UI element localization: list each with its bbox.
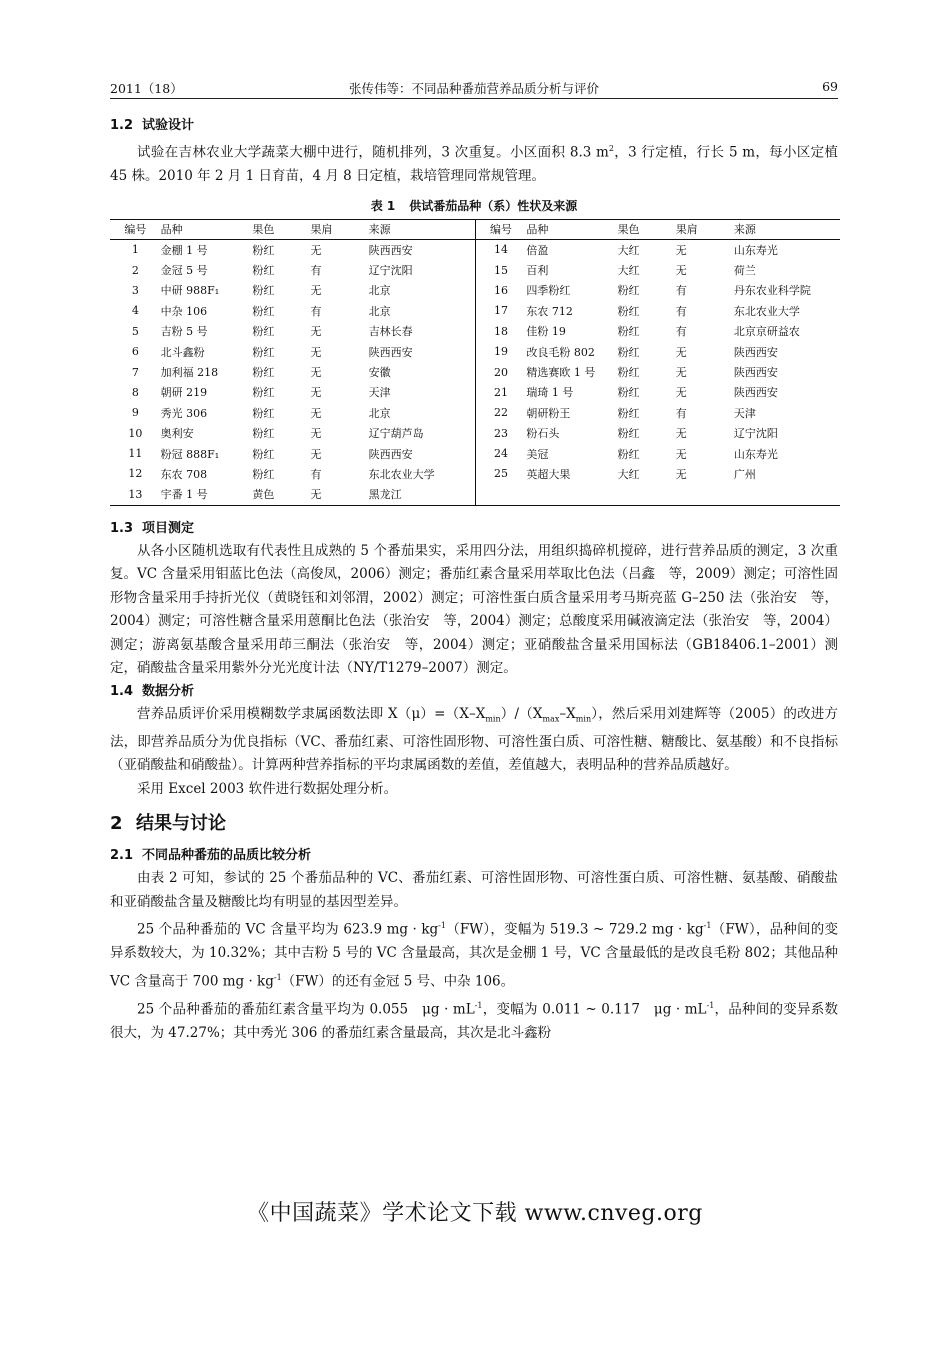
table-cell — [475, 484, 524, 505]
table-cell: 6 — [131, 345, 139, 359]
section-1-4-heading: 1.4 数据分析 — [110, 683, 195, 699]
table-cell: 无 — [310, 243, 322, 257]
table-cell: 24 — [475, 443, 524, 463]
table-cell: 9 — [131, 406, 139, 420]
table-cell: 改良毛粉 802 — [526, 345, 595, 359]
table-cell: 21 — [475, 382, 524, 402]
table-cell: 大红 — [617, 264, 640, 278]
table-cell: 大红 — [617, 243, 640, 257]
table-cell: 无 — [675, 243, 687, 257]
table-cell: 北斗鑫粉 — [160, 345, 205, 359]
table-cell: 18 — [475, 321, 524, 341]
table-cell: 无 — [675, 467, 687, 481]
download-footer: 《中国蔬菜》学术论文下载 www.cnveg.org — [247, 1201, 703, 1226]
table-row — [110, 423, 840, 443]
section-2-heading: 2 结果与讨论 — [110, 813, 226, 835]
table-cell: 8 — [131, 385, 139, 399]
table-cell: 大红 — [617, 467, 640, 481]
table-cell: 粉红 — [617, 325, 640, 339]
table-cell: 粉红 — [252, 345, 275, 359]
table-row — [110, 443, 840, 463]
table-cell — [674, 484, 732, 505]
table-cell: 中研 988F₁ — [160, 284, 220, 298]
table-cell: 无 — [675, 447, 687, 461]
table-cell: 无 — [310, 488, 322, 502]
col-header: 编号 — [110, 219, 159, 239]
table-cell: 粉红 — [252, 467, 275, 481]
col-header: 编号 — [475, 219, 524, 239]
table-cell: 粉红 — [617, 386, 640, 400]
table-cell: 粉红 — [252, 366, 275, 380]
table-cell: 无 — [310, 427, 322, 441]
table-cell: 广州 — [733, 467, 756, 481]
table-cell: 4 — [131, 304, 139, 318]
col-header: 果色 — [616, 219, 674, 239]
table-row — [110, 260, 840, 280]
table-cell — [732, 484, 840, 505]
table-cell: 瑞琦 1 号 — [526, 386, 574, 400]
table-cell: 粉红 — [252, 284, 275, 298]
table-cell: 23 — [475, 423, 524, 443]
table-cell: 黄色 — [252, 488, 275, 502]
table-cell: 四季粉红 — [526, 284, 571, 298]
table-row — [110, 321, 840, 341]
section-1-4-paragraph-1: 营养品质评价采用模糊数学隶属函数法即 $X(\mu)=(X-X_{min})/(X_{max}-X_{min})$，然后采用刘建辉等（2005）的改进方法，即营养品质分为优良指标（VC、番茄红素、可溶性固形物、可溶性蛋白质、可溶性糖、糖酸比、氨基酸）和不良指标（亚硝酸盐和硝酸盐）。计算两种营养指标的平均隶属函数的差值，差值越大，表明品种的营养品质越好。 — [110, 705, 838, 774]
table-row — [110, 341, 840, 361]
table-cell: 16 — [475, 280, 524, 300]
table-cell: 25 — [475, 464, 524, 484]
header-page-number: 69 — [822, 79, 838, 94]
section-1-3-heading: 1.3 项目测定 — [110, 520, 195, 536]
table-header-row — [110, 219, 840, 239]
col-header: 果肩 — [308, 219, 366, 239]
table-cell: 陕西西安 — [368, 447, 413, 461]
table-row — [110, 280, 840, 300]
table-cell: 辽宁沈阳 — [733, 427, 778, 441]
section-2-1-paragraph-2: 25 个品种番茄的 VC 含量平均为 623.9 mg · $kg^{-1}(FW)$，变幅为 519.3 ~ 729.2 mg · $kg^{-1}(FW)$，品种间的变异系数较大，为 10.32%；其中吉粉 5 号的 VC 含量最高，其次是金棚 1 号，VC 含量最低的是改良毛粉 802；其他品种 VC 含量高于 700 mg · $kg^{-1}(FW)$的还有金冠 5 号、中杂 106。 — [110, 921, 838, 990]
table-cell: 11 — [128, 447, 143, 461]
table-1-varieties — [110, 219, 840, 506]
table-cell: 陕西西安 — [733, 345, 778, 359]
table-cell: 天津 — [368, 386, 391, 400]
table-cell: 精选赛欧 1 号 — [526, 366, 596, 380]
table-row — [110, 382, 840, 402]
table-cell: 美冠 — [526, 447, 549, 461]
table-cell: 粉红 — [252, 304, 275, 318]
table-cell: 北京 — [368, 284, 391, 298]
table-cell — [616, 484, 674, 505]
table-cell: 粉红 — [617, 345, 640, 359]
table-row — [110, 301, 840, 321]
table-cell: 粉红 — [252, 427, 275, 441]
table-cell: 陕西西安 — [733, 366, 778, 380]
table-cell: 粉红 — [617, 304, 640, 318]
section-2-1-paragraph-3: 25 个品种番茄的番茄红素含量平均为 0.055 $\mu g \cdot mL^{-1}$，变幅为 0.011 ~ 0.117 $\mu g \cdot mL^{-1}$，品种间的变异系数很大，为 47.27%；其中秀光 306 的番茄红素含量最高，其次是北斗鑫粉 — [110, 1000, 839, 1041]
table-cell: 10 — [128, 426, 143, 440]
table-cell: 无 — [310, 386, 322, 400]
table-cell: 荷兰 — [733, 264, 756, 278]
table-cell: 朝研 219 — [160, 386, 208, 400]
col-header: 来源 — [367, 219, 476, 239]
table-cell: 有 — [310, 467, 322, 481]
table-cell: 秀光 306 — [160, 406, 208, 420]
table-cell: 安徽 — [368, 366, 391, 380]
table-cell: 粉红 — [617, 427, 640, 441]
table-cell: 15 — [475, 260, 524, 280]
header-title: 张传伟等：不同品种番茄营养品质分析与评价 — [348, 81, 599, 96]
table-cell: 北京 — [368, 304, 391, 318]
table-cell: 佳粉 19 — [526, 325, 566, 339]
table-cell: 吉林长春 — [368, 325, 413, 339]
table-cell: 东农 712 — [526, 304, 573, 318]
table-cell: 无 — [675, 366, 687, 380]
table-row — [110, 464, 840, 484]
col-header: 品种 — [159, 219, 251, 239]
table-cell: 天津 — [733, 406, 756, 420]
table-cell: 金棚 1 号 — [160, 243, 208, 257]
table-cell: 粉石头 — [526, 427, 560, 441]
table-cell: 东北农业大学 — [368, 467, 435, 481]
table-cell: 有 — [675, 325, 687, 339]
table-cell: 20 — [475, 362, 524, 382]
table-row — [110, 239, 840, 260]
table-cell: 无 — [675, 264, 687, 278]
article-body — [110, 115, 838, 1045]
table-cell: 无 — [310, 345, 322, 359]
table-1-caption: 表 1 供试番茄品种（系）性状及来源 — [370, 198, 578, 213]
table-cell: 东农 708 — [160, 467, 208, 481]
table-cell: 无 — [675, 345, 687, 359]
table-cell: 吉粉 5 号 — [160, 325, 208, 339]
table-cell: 粉红 — [617, 447, 640, 461]
table-cell: 陕西西安 — [368, 345, 413, 359]
table-cell: 倍盈 — [526, 243, 549, 257]
table-cell: 有 — [675, 406, 687, 420]
table-cell: 粉冠 888F₁ — [160, 447, 220, 461]
section-1-3-paragraph: 从各小区随机选取有代表性且成熟的 5 个番茄果实，采用四分法，用组织捣碎机搅碎，进行营养品质的测定，3 次重复。VC 含量采用钼蓝比色法（高俊凤，2006）测定；番茄红素含量采用萃取比色法（吕鑫 等，2009）测定；可溶性固形物含量采用手持折光仪（黄晓钰和刘邻渭，2002）测定；可溶性蛋白质含量采用考马斯亮蓝 G–250 法（张治安 等，2004）测定；可溶性糖含量采用蒽酮比色法（张治安 等，2004）测定；总酸度采用碱液滴定法（张治安 等，2004）测定；游离氨基酸含量采用茚三酮法（张治安 等，2004）测定；亚硝酸盐含量采用国标法（GB18406.1–2001）测定，硝酸盐含量采用紫外分光光度计法（NY/T1279–2007）测定。 — [110, 542, 838, 677]
col-header: 果色 — [250, 219, 308, 239]
table-cell: 山东寿光 — [733, 447, 778, 461]
section-2-1-paragraph-1: 由表 2 可知，参试的 25 个番茄品种的 VC、番茄红素、可溶性固形物、可溶性蛋白质、可溶性糖、氨基酸、硝酸盐和亚硝酸盐含量及糖酸比均有明显的基因型差异。 — [110, 870, 838, 910]
table-cell: 北京京研益农 — [733, 325, 800, 339]
table-cell: 无 — [310, 325, 322, 339]
table-row — [110, 362, 840, 382]
table-cell: 无 — [675, 386, 687, 400]
table-cell: 粉红 — [617, 406, 640, 420]
table-cell: 粉红 — [252, 325, 275, 339]
table-cell: 1 — [131, 243, 139, 257]
table-cell: 辽宁葫芦岛 — [368, 427, 424, 441]
table-cell: 13 — [128, 487, 143, 501]
table-cell: 北京 — [368, 406, 391, 420]
table-row — [110, 484, 840, 505]
table-cell: 东北农业大学 — [733, 304, 800, 318]
table-cell: 宇番 1 号 — [160, 488, 208, 502]
section-1-4-paragraph-2: 采用 Excel 2003 软件进行数据处理分析。 — [137, 780, 398, 797]
table-cell: 无 — [310, 406, 322, 420]
table-cell: 粉红 — [617, 366, 640, 380]
table-cell: 粉红 — [252, 386, 275, 400]
col-header: 果肩 — [674, 219, 732, 239]
table-cell: 19 — [475, 341, 524, 361]
section-1-2-paragraph: 试验在吉林农业大学蔬菜大棚中进行，随机排列，3 次重复。小区面积 8.3 $m^2$，3 行定植，行长 5 m，每小区定植 45 株。2010 年 2 月 1 日育苗，4 月 8 日定植，栽培管理同常规管理。 — [110, 144, 839, 184]
table-cell: 中杂 106 — [160, 304, 208, 318]
header-issue: 2011（18） — [110, 81, 183, 96]
table-cell: 奥利安 — [160, 427, 194, 441]
table-cell: 陕西西安 — [733, 386, 778, 400]
table-cell: 百利 — [526, 264, 549, 278]
col-header: 来源 — [732, 219, 840, 239]
table-cell: 有 — [675, 304, 687, 318]
table-cell: 黑龙江 — [368, 488, 402, 502]
table-cell: 陕西西安 — [368, 243, 413, 257]
section-1-2-heading: 1.2 试验设计 — [110, 118, 195, 133]
table-cell: 无 — [310, 366, 322, 380]
table-cell: 粉红 — [252, 406, 275, 420]
table-cell: 2 — [131, 263, 139, 277]
col-header: 品种 — [524, 219, 615, 239]
table-row — [110, 403, 840, 423]
table-cell: 5 — [131, 324, 139, 338]
table-cell: 朝研粉王 — [526, 406, 571, 420]
table-cell: 粉红 — [252, 243, 275, 257]
section-2-1-heading: 2.1 不同品种番茄的品质比较分析 — [110, 848, 312, 864]
table-cell: 无 — [310, 284, 322, 298]
table-cell: 粉红 — [252, 447, 275, 461]
table-cell: 无 — [310, 447, 322, 461]
table-cell: 丹东农业科学院 — [733, 284, 811, 298]
table-cell: 粉红 — [617, 284, 640, 298]
table-cell: 无 — [675, 427, 687, 441]
table-cell: 14 — [475, 239, 524, 260]
table-cell: 22 — [475, 403, 524, 423]
table-cell: 有 — [310, 304, 322, 318]
table-cell: 12 — [128, 467, 143, 481]
table-cell: 17 — [475, 301, 524, 321]
table-cell: 辽宁沈阳 — [368, 264, 413, 278]
table-cell — [524, 484, 615, 505]
table-cell: 英超大果 — [526, 467, 571, 481]
table-cell: 金冠 5 号 — [160, 264, 208, 278]
table-cell: 有 — [675, 284, 687, 298]
table-cell: 7 — [131, 365, 139, 379]
table-cell: 粉红 — [252, 264, 275, 278]
table-cell: 3 — [131, 283, 139, 297]
table-cell: 山东寿光 — [733, 243, 778, 257]
running-header — [110, 76, 838, 99]
table-cell: 加利福 218 — [160, 366, 219, 380]
table-cell: 有 — [310, 264, 322, 278]
